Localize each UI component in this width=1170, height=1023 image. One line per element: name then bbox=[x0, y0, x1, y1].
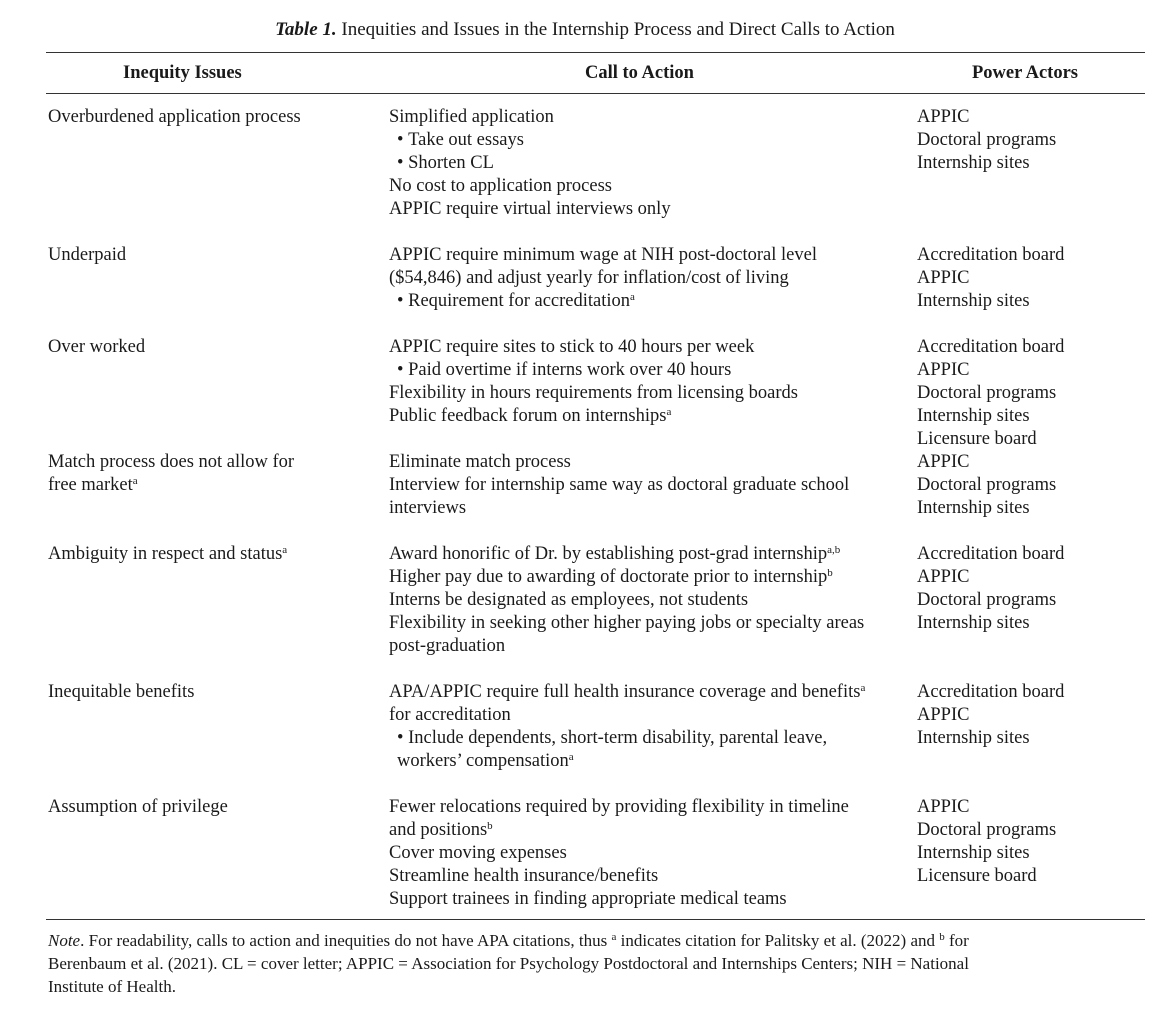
power-actor: Licensure board bbox=[917, 429, 1037, 449]
power-actors-cell bbox=[917, 451, 1147, 520]
power-actor: APPIC bbox=[917, 797, 970, 817]
action-bullet: • Include dependents, short-term disability, parental leave, bbox=[389, 727, 909, 750]
power-actor: APPIC bbox=[917, 705, 970, 725]
inequity-issue-cell bbox=[48, 451, 378, 497]
action-line: Streamline health insurance/benefits bbox=[389, 866, 659, 886]
power-actor: Doctoral programs bbox=[917, 820, 1057, 840]
power-actor: Internship sites bbox=[917, 291, 1030, 311]
action-line: for accreditation bbox=[389, 705, 511, 725]
inequity-issue-cell bbox=[48, 106, 378, 129]
action-bullet: • Paid overtime if interns work over 40 hours bbox=[389, 359, 909, 382]
action-line: Simplified application bbox=[389, 107, 554, 127]
action-line: Fewer relocations required by providing flexibility in timeline bbox=[389, 797, 849, 817]
action-line: Interview for internship same way as doctoral graduate school bbox=[389, 475, 850, 495]
action-line: Flexibility in seeking other higher paying jobs or specialty areas bbox=[389, 613, 865, 633]
issue-line: Ambiguity in respect and status$^a$ bbox=[48, 544, 288, 564]
call-to-action-cell bbox=[389, 543, 909, 658]
call-to-action-cell bbox=[389, 106, 909, 221]
power-actor: Internship sites bbox=[917, 406, 1030, 426]
call-to-action-cell bbox=[389, 244, 909, 313]
power-actors-cell bbox=[917, 681, 1147, 750]
inequity-issue-cell bbox=[48, 336, 378, 359]
note-line-1: Note. For readability, calls to action and inequities do not have APA citations, thus $^a$ indicates citation for Palitsky et al. (2022) and $^b$ for bbox=[48, 931, 969, 950]
power-actor: APPIC bbox=[917, 452, 970, 472]
power-actor: Accreditation board bbox=[917, 337, 1065, 357]
action-line: Higher pay due to awarding of doctorate prior to internship$^b$ bbox=[389, 567, 833, 587]
inequity-issue-cell bbox=[48, 796, 378, 819]
action-line: APPIC require minimum wage at NIH post-doctoral level bbox=[389, 245, 817, 265]
issue-line: Overburdened application process bbox=[48, 107, 301, 127]
power-actor: Doctoral programs bbox=[917, 130, 1057, 150]
power-actor: Internship sites bbox=[917, 728, 1030, 748]
power-actors-cell bbox=[917, 244, 1147, 313]
call-to-action-cell bbox=[389, 336, 909, 428]
action-line: Support trainees in finding appropriate medical teams bbox=[389, 889, 787, 909]
note-label: Note bbox=[48, 931, 81, 950]
power-actor: APPIC bbox=[917, 567, 970, 587]
bottom-rule bbox=[46, 919, 1145, 920]
power-actor: Doctoral programs bbox=[917, 383, 1057, 403]
table-note bbox=[48, 929, 1146, 998]
action-line: APPIC require sites to stick to 40 hours per week bbox=[389, 337, 755, 357]
power-actor: Internship sites bbox=[917, 843, 1030, 863]
action-line: Public feedback forum on internships$^a$ bbox=[389, 406, 672, 426]
power-actor: APPIC bbox=[917, 268, 970, 288]
action-line: Interns be designated as employees, not students bbox=[389, 590, 749, 610]
action-line: No cost to application process bbox=[389, 176, 612, 196]
power-actors-cell bbox=[917, 336, 1147, 451]
action-line: APA/APPIC require full health insurance coverage and benefits$^a$ bbox=[389, 682, 866, 702]
action-bullet: • Take out essays bbox=[389, 129, 909, 152]
issue-line: Inequitable benefits bbox=[48, 682, 195, 702]
power-actor: Accreditation board bbox=[917, 544, 1065, 564]
action-line: Award honorific of Dr. by establishing post-grad internship$^{a,b}$ bbox=[389, 544, 841, 564]
action-line: Eliminate match process bbox=[389, 452, 571, 472]
issue-line: free market$^a$ bbox=[48, 475, 138, 495]
power-actor: Internship sites bbox=[917, 498, 1030, 518]
action-line: ($54,846) and adjust yearly for inflation/cost of living bbox=[389, 268, 789, 288]
header-rule bbox=[46, 93, 1145, 94]
action-line: Cover moving expenses bbox=[389, 843, 567, 863]
action-line: post-graduation bbox=[389, 636, 506, 656]
action-line: workers’ compensation$^a$ bbox=[397, 751, 574, 771]
table-label: Table 1. bbox=[275, 19, 337, 40]
header-call-to-action: Call to Action bbox=[585, 63, 694, 83]
issue-line: Underpaid bbox=[48, 245, 127, 265]
power-actors-cell bbox=[917, 106, 1147, 175]
power-actor: APPIC bbox=[917, 107, 970, 127]
power-actors-cell bbox=[917, 796, 1147, 888]
action-bullet: • Shorten CL bbox=[389, 152, 909, 175]
action-line: Flexibility in hours requirements from licensing boards bbox=[389, 383, 798, 403]
inequity-issue-cell bbox=[48, 244, 378, 267]
power-actor: Accreditation board bbox=[917, 245, 1065, 265]
call-to-action-cell bbox=[389, 681, 909, 773]
action-line: interviews bbox=[389, 498, 467, 518]
header-inequity-issues: Inequity Issues bbox=[123, 63, 242, 83]
note-line-2: Berenbaum et al. (2021). CL = cover letter; APPIC = Association for Psychology Postdoctoral and Internships Centers; NIH = National bbox=[48, 954, 969, 973]
power-actor: Doctoral programs bbox=[917, 475, 1057, 495]
power-actor: Licensure board bbox=[917, 866, 1037, 886]
call-to-action-cell bbox=[389, 796, 909, 911]
power-actor: APPIC bbox=[917, 360, 970, 380]
power-actor: Doctoral programs bbox=[917, 590, 1057, 610]
action-line: and positions$^b$ bbox=[389, 820, 493, 840]
table-title: Inequities and Issues in the Internship Process and Direct Calls to Action bbox=[341, 19, 895, 40]
power-actor: Internship sites bbox=[917, 153, 1030, 173]
action-line: APPIC require virtual interviews only bbox=[389, 199, 671, 219]
header-power-actors: Power Actors bbox=[972, 63, 1078, 83]
issue-line: Over worked bbox=[48, 337, 146, 357]
table-caption bbox=[0, 18, 1170, 42]
action-bullet: • Requirement for accreditation$^a$ bbox=[389, 290, 909, 313]
top-rule bbox=[46, 52, 1145, 53]
power-actor: Internship sites bbox=[917, 613, 1030, 633]
power-actor: Accreditation board bbox=[917, 682, 1065, 702]
issue-line: Assumption of privilege bbox=[48, 797, 228, 817]
issue-line: Match process does not allow for bbox=[48, 452, 295, 472]
note-line-3: Institute of Health. bbox=[48, 977, 176, 996]
inequity-issue-cell bbox=[48, 543, 378, 566]
inequity-issue-cell bbox=[48, 681, 378, 704]
call-to-action-cell bbox=[389, 451, 909, 520]
power-actors-cell bbox=[917, 543, 1147, 635]
